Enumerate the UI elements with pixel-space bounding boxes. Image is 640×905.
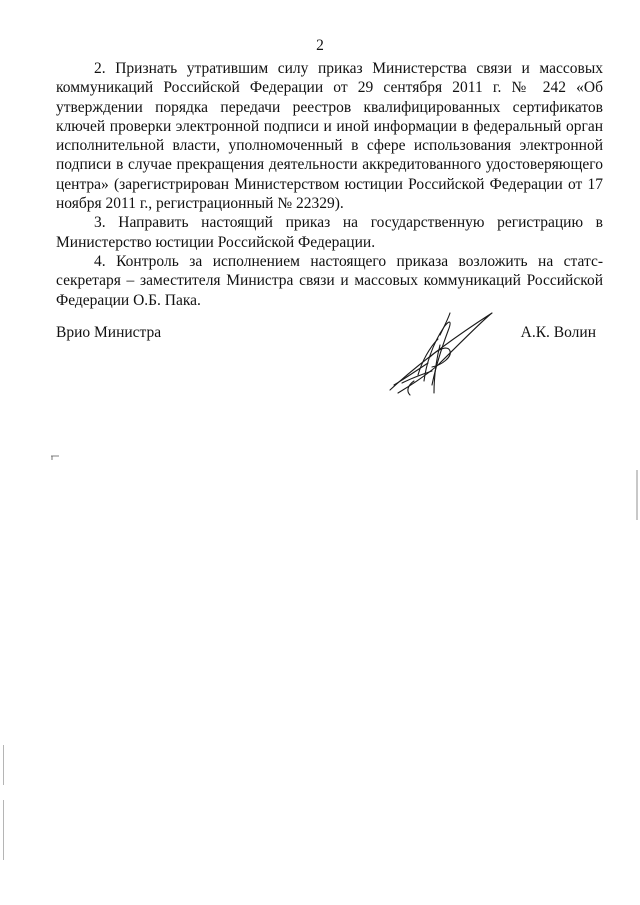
handwritten-signature [380,305,500,405]
paragraph-4-control: 4. Контроль за исполнением настоящего приказа возложить на статс-секретаря – заместителя Министра связи и массовых коммуникаций Российской Федерации О.Б. Пака. [56,252,603,309]
scan-artifact-mark [50,455,60,461]
page-number: 2 [316,37,324,54]
scan-edge-line [3,745,4,785]
paragraph-3-registration: 3. Направить настоящий приказ на государственную регистрацию в Министерство юстиции Российской Федерации. [56,214,603,251]
paragraph-2-repeal-order: 2. Признать утратившим силу приказ Министерства связи и массовых коммуникаций Российской Федерации от 29 сентября 2011 г. № 242 «Об утверждении порядка передачи реестров квалифицированных сертификатов ключей проверки электронной подписи и иной информации в федеральный орган исполнительной власти, уполномоченный в сфере использования электронной подписи в случае прекращения деятельности аккредитованного удостоверяющего центра» (зарегистрирован Министерством юстиции Российской Федерации от 17 ноября 2011 г., регистрационный № 22329). [56,60,603,213]
signatory-name: А.К. Волин [520,324,596,341]
scan-edge-line [3,800,4,860]
scan-edge-line [636,470,638,520]
document-body [56,59,603,310]
signatory-title: Врио Министра [56,324,162,341]
